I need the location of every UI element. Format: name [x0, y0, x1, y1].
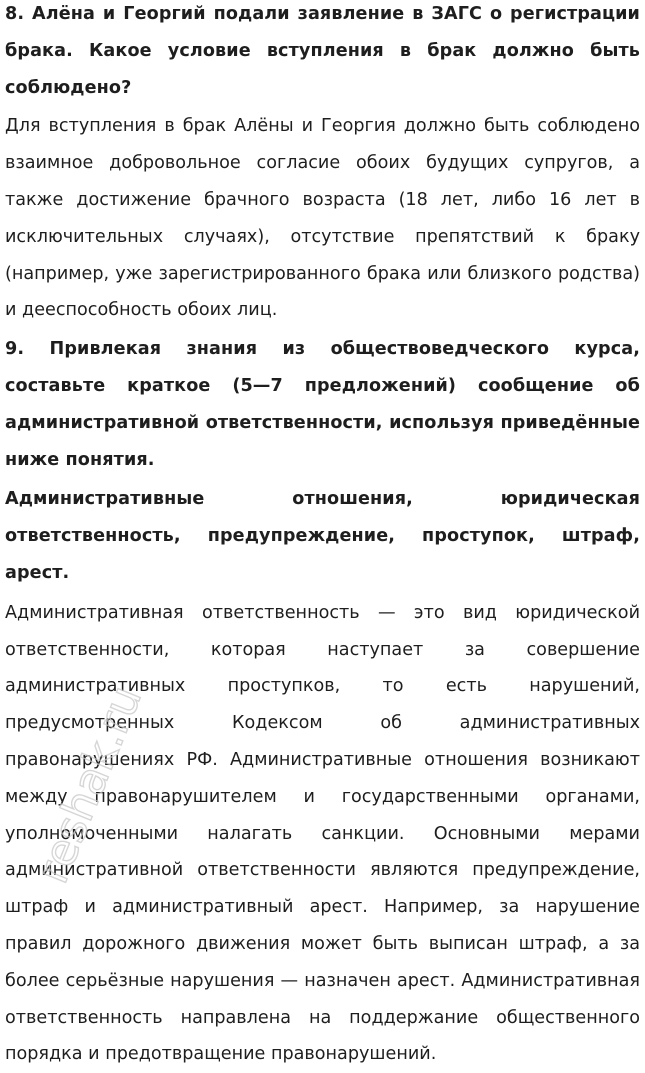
- question-8: 8. Алёна и Георгий подали заявление в ЗАГС о регистрации брака. Какое условие вступления в брак должно быть соблюдено?: [5, 4, 640, 98]
- question-9-terms: Административные отношения, юридическая ответственность, предупреждение, проступок, штраф, арест.: [5, 489, 640, 583]
- question-9: 9. Привлекая знания из обществоведческого курса, составьте краткое (5—7 предложений) сообщение об административной ответственности, используя приведённые ниже понятия.: [5, 339, 640, 470]
- answer-8: Для вступления в брак Алёны и Георгия должно быть соблюдено взаимное добровольное согласие обоих будущих супругов, а также достижение брачного возраста (18 лет, либо 16 лет в исключительных случаях), отсутствие препятствий к браку (например, уже зарегистрированного брака или близкого родства) и дееспособность обоих лиц.: [5, 116, 640, 321]
- document-page: [5, 0, 640, 1073]
- svg-text:reshak.ru: reshak.ru: [27, 678, 153, 891]
- answer-9: Административная ответственность — это вид юридической ответственности, которая наступает за совершение административных проступков, то есть нарушений, предусмотренных Кодексом об административных правонарушениях РФ. Административные отношения возникают между правонарушителем и государственными органами, уполномоченными налагать санкции. Основными мерами административной ответственности являются предупреждение, штраф и административный арест. Например, за нарушение правил дорожного движения может быть выписан штраф, а за более серьёзные нарушения — назначен арест. Административная ответственность направлена на поддержание общественного порядка и предотвращение правонарушений.: [5, 602, 640, 1065]
